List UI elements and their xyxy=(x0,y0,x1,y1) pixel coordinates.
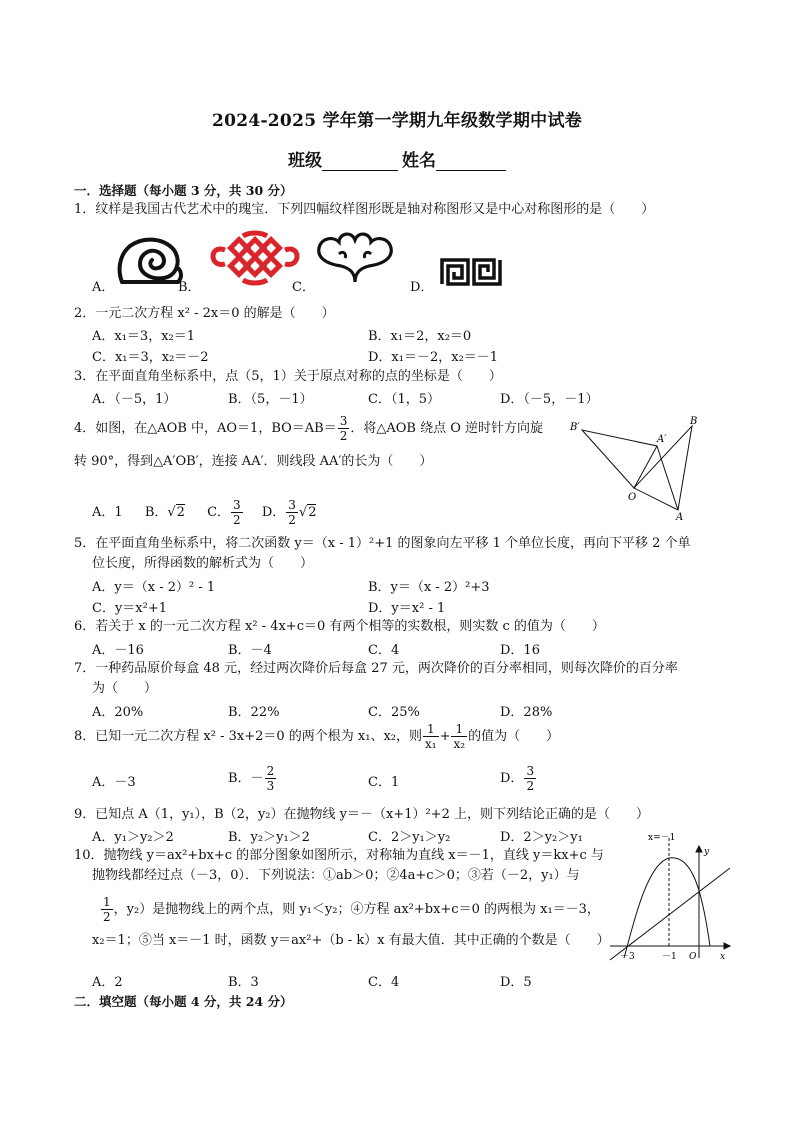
q6-option-c: C．4 xyxy=(368,643,400,658)
section-2-heading: 二．填空题（每小题 4 分，共 24 分） xyxy=(74,994,293,1009)
meander-key-pattern-icon xyxy=(440,258,502,286)
q8-fraction-1 xyxy=(423,722,439,751)
q2-option-d: D．x₁＝－2，x₂＝－1 xyxy=(368,350,499,365)
origin-label: O xyxy=(689,952,697,962)
q1-option-b: B． xyxy=(178,280,201,295)
question-10-line-4: x₂＝1；⑤当 x＝－1 时，函数 y＝ax²+（b - k）x 有最大值．其中正确的个数是（ ） xyxy=(92,933,610,948)
question-4-line-2: 转 90°，得到△A′OB′，连接 AA′．则线段 AA′的长为（ ） xyxy=(74,454,433,469)
q4-options xyxy=(92,498,316,527)
q10-option-d: D．5 xyxy=(500,975,532,990)
tick-neg1-label: －1 xyxy=(662,952,677,962)
q8-f2-numerator: 1 xyxy=(451,722,467,737)
q10-fraction-denominator: 2 xyxy=(103,910,111,924)
q10-option-a: A．2 xyxy=(92,975,123,990)
q10-fraction xyxy=(101,895,113,924)
q9-option-b: B．y₂＞y₁＞2 xyxy=(228,830,310,845)
q3-option-a: A．（－5，1） xyxy=(92,392,177,407)
q8-option-b xyxy=(228,764,277,793)
question-8-text xyxy=(74,722,559,751)
label-a-prime: A′ xyxy=(657,434,667,445)
q4-text-part-b: ．将△AOB 绕点 O 逆时针方向旋 xyxy=(350,421,544,436)
q8-option-d-label: D． xyxy=(500,771,524,786)
q4-triangle-figure xyxy=(568,414,708,522)
q3-option-b: B．（5，－1） xyxy=(228,392,313,407)
q4-option-b: B．√2 xyxy=(144,505,185,520)
q4-text-part-a: 4．如图，在△AOB 中，AO＝1，BO＝AB＝ xyxy=(74,421,337,436)
q8-option-d-denominator: 2 xyxy=(526,779,535,793)
q4-option-d-numerator: 3 xyxy=(288,498,296,512)
q4-option-b-label: B． xyxy=(144,505,168,520)
q9-option-c: C．2＞y₁＞y₂ xyxy=(368,830,451,845)
label-a: A xyxy=(676,512,684,523)
q7-option-d: D．28% xyxy=(500,705,553,720)
student-info-line xyxy=(0,146,794,171)
spiral-cloud-pattern-icon xyxy=(116,236,184,286)
q1-option-c: C． xyxy=(292,280,315,295)
q4-fraction-numerator: 3 xyxy=(339,414,348,428)
q8-text-part-b: 的值为（ ） xyxy=(468,729,560,744)
exam-title: 2024-2025 学年第一学期九年级数学期中试卷 xyxy=(211,111,583,131)
q4-option-b-radicand: 2 xyxy=(176,505,185,520)
q9-option-a: A．y₁＞y₂＞2 xyxy=(92,830,174,845)
q4-option-d-label: D． xyxy=(261,505,286,520)
q4-fraction-denominator: 2 xyxy=(339,429,348,443)
q5-option-a: A．y＝（x - 2）² - 1 xyxy=(92,580,216,595)
question-6-text: 6．若关于 x 的一元二次方程 x² - 4x+c＝0 有两个相等的实数根，则实数 c 的值为（ ） xyxy=(74,619,605,634)
q8-plus: + xyxy=(439,729,451,744)
question-7-line-2: 为（ ） xyxy=(92,681,158,696)
y-axis-label: y xyxy=(704,847,710,857)
question-7-line-1: 7．一种药品原价每盒 48 元，经过两次降价后每盒 27 元，两次降价的百分率相同，则每次降价的百分率 xyxy=(74,661,678,676)
label-b: B xyxy=(690,416,698,427)
q2-option-b: B．x₁＝2，x₂＝0 xyxy=(368,329,472,344)
question-10-line-2: 抛物线都经过点（－3，0）．下列说法：①ab＞0；②4a+c＞0；③若（－2，y₁）与 xyxy=(92,868,580,883)
label-b-prime: B′ xyxy=(570,422,580,433)
section-1-heading: 一．选择题（每小题 3 分，共 30 分） xyxy=(74,183,293,198)
class-blank[interactable] xyxy=(322,153,398,171)
q7-option-b: B．22% xyxy=(228,705,280,720)
q4-option-d-radicand: 2 xyxy=(308,505,317,520)
q7-option-c: C．25% xyxy=(368,705,420,720)
q8-f2-denominator: x₂ xyxy=(453,737,466,751)
q4-option-c-numerator: 3 xyxy=(233,498,241,512)
q8-option-d xyxy=(500,764,537,793)
q2-option-a: A．x₁＝3，x₂＝1 xyxy=(92,329,196,344)
q1-option-a: A． xyxy=(92,280,115,295)
q5-option-d: D．y＝x² - 1 xyxy=(368,601,446,616)
q8-option-b-denominator: 3 xyxy=(266,779,275,793)
name-label: 姓名 xyxy=(402,151,436,171)
q4-fraction xyxy=(338,414,350,443)
q3-option-c: C．（1，5） xyxy=(368,392,440,407)
question-9-text: 9．已知点 A（1，y₁），B（2，y₂）在抛物线 y＝－（x+1）²+2 上，则下列结论正确的是（ ） xyxy=(74,807,649,822)
q8-f1-denominator: x₁ xyxy=(425,737,437,751)
q2-option-c: C．x₁＝3，x₂＝－2 xyxy=(92,350,209,365)
q10-fraction-numerator: 1 xyxy=(103,895,111,909)
q1-option-d: D． xyxy=(410,280,434,295)
name-blank[interactable] xyxy=(436,153,506,171)
question-10-line-1: 10．抛物线 y＝ax²+bx+c 的部分图象如图所示，对称轴为直线 x＝－1，直线 y＝kx+c 与 xyxy=(74,848,604,863)
question-2-text: 2．一元二次方程 x² - 2x＝0 的解是（ ） xyxy=(74,306,335,321)
q4-option-a: A．1 xyxy=(92,505,123,520)
class-label: 班级 xyxy=(288,151,322,171)
q8-option-c: C．1 xyxy=(368,775,400,790)
q10-option-b: B．3 xyxy=(228,975,259,990)
axis-of-symmetry-label: x=－1 xyxy=(648,833,676,843)
q5-option-c: C．y＝x²+1 xyxy=(92,601,167,616)
q7-option-a: A．20% xyxy=(92,705,144,720)
q10-option-c: C．4 xyxy=(368,975,400,990)
red-knot-pattern-icon xyxy=(203,234,301,282)
q4-option-d: D． $\frac{3}{2}$ √2 xyxy=(261,498,317,527)
q10-line-3-text: ，y₂）是抛物线上的两个点，则 y₁＜y₂；④方程 ax²+bx+c＝0 的两根为 x₁＝－3， xyxy=(113,902,600,917)
question-10-line-3 xyxy=(100,895,600,924)
q6-option-b: B．－4 xyxy=(228,643,272,658)
question-5-line-2: 位长度，所得函数的解析式为（ ） xyxy=(92,556,314,571)
q8-option-a: A．－3 xyxy=(92,775,136,790)
label-o: O xyxy=(628,492,637,503)
auspicious-cloud-pattern-icon xyxy=(313,232,397,284)
q4-option-c-label: C． xyxy=(207,505,231,520)
x-axis-label: x xyxy=(720,952,726,962)
q9-option-d: D．2＞y₂＞y₁ xyxy=(500,830,583,845)
q8-f1-numerator: 1 xyxy=(423,722,439,737)
q8-option-d-numerator: 3 xyxy=(526,764,535,778)
q4-option-c xyxy=(207,498,244,527)
q4-option-c-denominator: 2 xyxy=(233,513,241,527)
question-1-text: 1．纹样是我国古代艺术中的瑰宝．下列四幅纹样图形既是轴对称图形又是中心对称图形的是（ ） xyxy=(74,202,655,217)
question-3-text: 3．在平面直角坐标系中，点（5，1）关于原点对称的点的坐标是（ ） xyxy=(74,369,502,384)
q8-text-part-a: 8．已知一元二次方程 x² - 3x+2＝0 的两个根为 x₁、x₂，则 xyxy=(74,729,422,744)
q6-option-a: A．－16 xyxy=(92,643,144,658)
q10-parabola-figure xyxy=(606,830,738,966)
tick-neg3-label: －3 xyxy=(620,952,635,962)
question-4-line-1 xyxy=(74,414,543,443)
question-5-line-1: 5．在平面直角坐标系中，将二次函数 y＝（x - 1）²+1 的图象向左平移 1 个单位长度，再向下平移 2 个单 xyxy=(74,536,691,551)
q8-option-b-label: B．－ xyxy=(228,771,264,786)
q6-option-d: D．16 xyxy=(500,643,540,658)
q8-option-b-numerator: 2 xyxy=(266,764,275,778)
q3-option-d: D．（－5，－1） xyxy=(500,392,599,407)
q4-option-d-denominator: 2 xyxy=(288,513,296,527)
q8-fraction-2 xyxy=(451,722,467,751)
q5-option-b: B．y＝（x - 2）²+3 xyxy=(368,580,490,595)
